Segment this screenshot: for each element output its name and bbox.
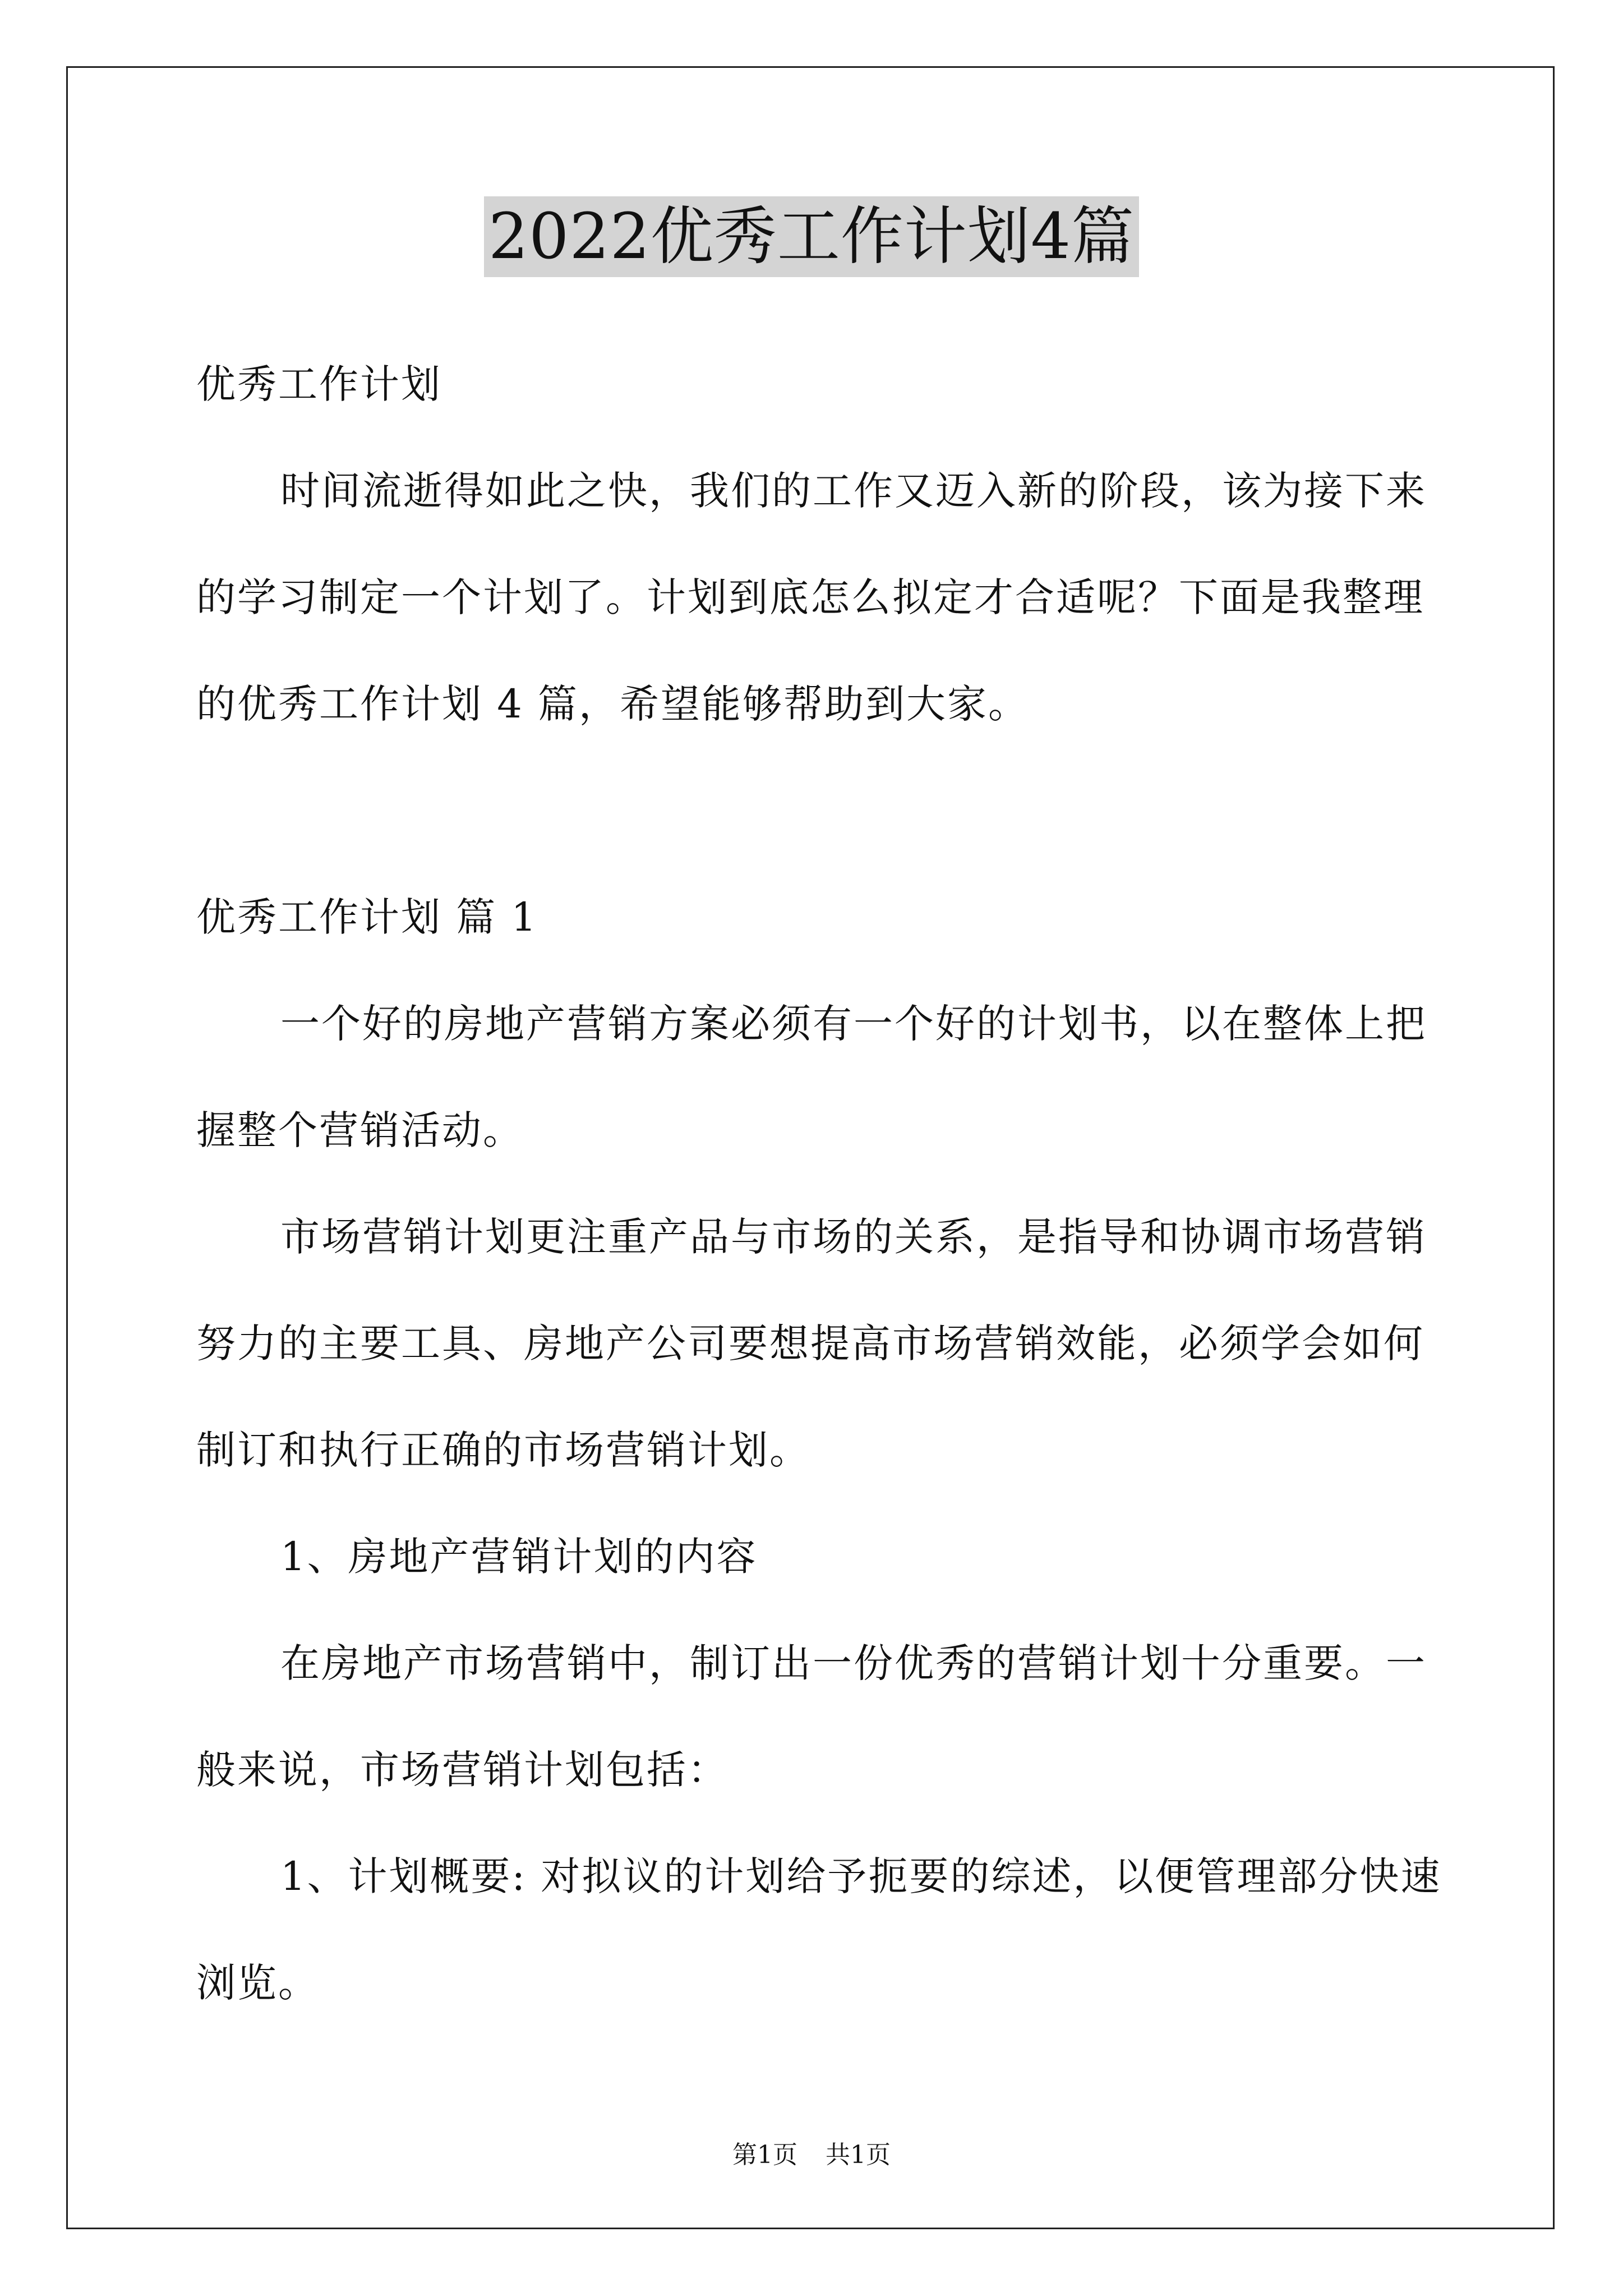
intro-paragraph-line: 的学习制定一个计划了。计划到底怎么拟定才合适呢？下面是我整理 — [196, 574, 1424, 620]
section1-paragraph-line: 在房地产市场营销中，制订出一份优秀的营销计划十分重要。一 — [280, 1640, 1427, 1686]
page-footer — [0, 2138, 1623, 2172]
section1-paragraph-line: 浏览。 — [196, 1960, 319, 2006]
document-title: 2022优秀工作计划4篇 — [484, 196, 1139, 277]
document-body — [196, 331, 1442, 2036]
section1-paragraph-line: 一个好的房地产营销方案必须有一个好的计划书，以在整体上把 — [280, 1001, 1427, 1047]
section1-paragraph-line: 1、计划概要: 对拟议的计划给予扼要的综述，以便管理部分快速 — [280, 1853, 1442, 1899]
section1-heading: 优秀工作计划 篇 1 — [196, 894, 538, 940]
section1-paragraph-line: 制订和执行正确的市场营销计划。 — [196, 1427, 810, 1473]
intro-heading: 优秀工作计划 — [196, 361, 442, 407]
intro-paragraph-line: 时间流逝得如此之快，我们的工作又迈入新的阶段，该为接下来 — [280, 468, 1427, 514]
page-number-current: 第1页 — [732, 2141, 797, 2169]
page-number-total: 共1页 — [826, 2141, 891, 2169]
section1-paragraph-line: 握整个营销活动。 — [196, 1107, 524, 1153]
intro-paragraph-line: 的优秀工作计划 4 篇，希望能够帮助到大家。 — [196, 681, 1030, 727]
section1-paragraph-line: 市场营销计划更注重产品与市场的关系，是指导和协调市场营销 — [280, 1214, 1427, 1260]
section1-paragraph-line: 般来说，市场营销计划包括： — [196, 1747, 728, 1793]
section-spacer — [196, 757, 1430, 864]
section1-paragraph-line: 努力的主要工具、房地产公司要想提高市场营销效能，必须学会如何 — [196, 1320, 1424, 1366]
title-container — [0, 196, 1623, 277]
section1-subheading: 1、房地产营销计划的内容 — [280, 1534, 758, 1580]
